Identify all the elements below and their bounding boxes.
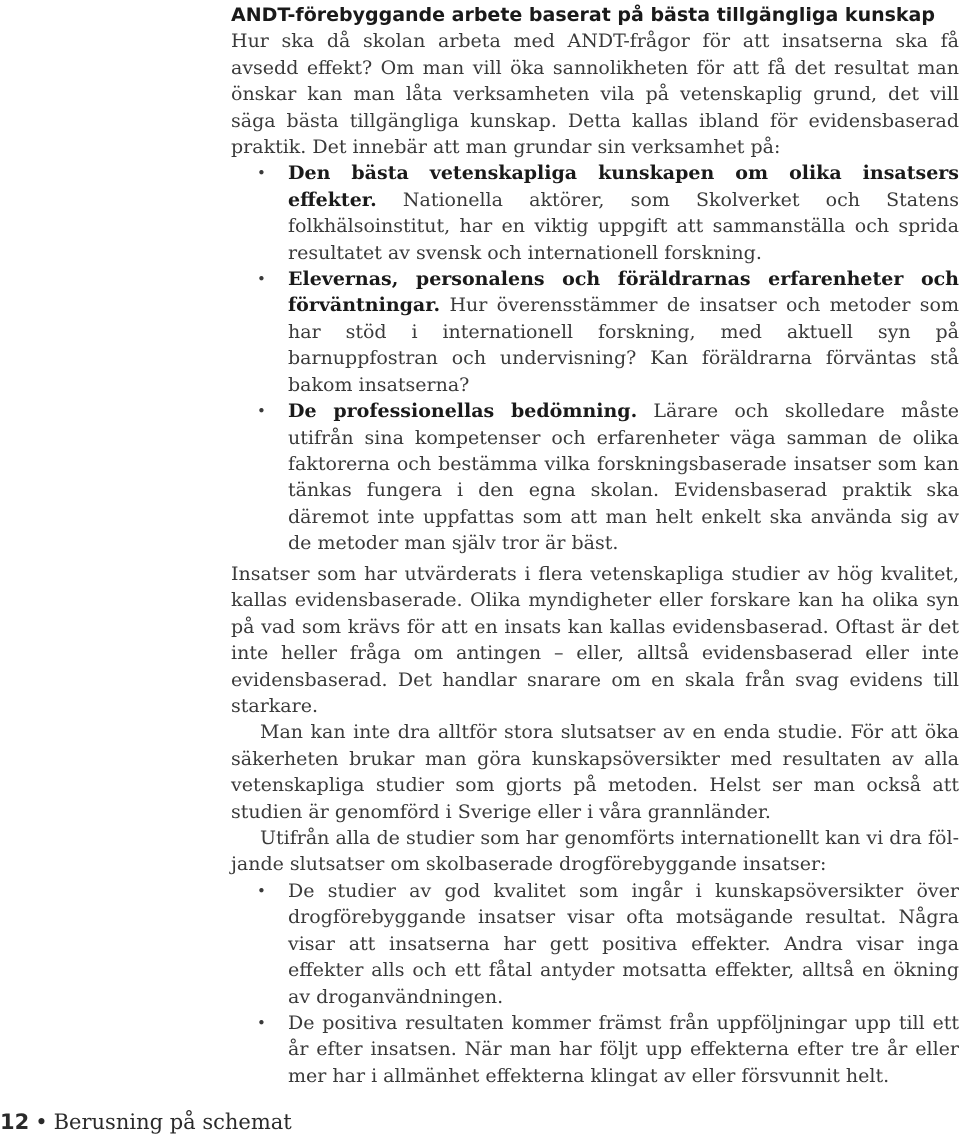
- fact-box: [231, 0, 959, 557]
- fact-box-list-item: [231, 266, 959, 398]
- body-paragraph: Utifrån alla de studier som har genomförts internationellt kan vi dra följande slutsatser om skolbaserade drogförebyggande insatser:: [231, 827, 959, 876]
- fact-box-heading: ANDT-förebyggande arbete baserat på bästa tillgängliga kunskap: [231, 4, 935, 26]
- list-item-lead: De professionellas bedömning.: [288, 400, 638, 423]
- conclusions-list-item: • De studier av god kvalitet som ingår i kunskapsöversikter över drogförebyggande insatser visar ofta motsägande resultat. Några visar att insatserna har gett positiva effekter. Andra visar inga effekter alls och ett fåtal antyder motsatta effekter, alltså en ökning av droganvändningen.: [231, 878, 959, 1010]
- page-number: 12: [0, 1110, 30, 1134]
- fact-box-list-item: [231, 398, 959, 556]
- page-footer: [0, 1108, 292, 1136]
- list-item-text: Nationella aktörer, som Skolverket och Statens folkhälsoinstitut, har en viktig uppgift att sammanställa och sprida resultatet av svensk och internationell forskning.: [288, 188, 959, 264]
- list-item-text: Lärare och skolledare måste utifrån sina kompetenser och erfarenheter väga samman de olika faktorerna och bestämma vilka forskningsbaserade insatser som kan tänkas fungera i den egna skolan. Evidensbaserad praktik ska däremot inte uppfattas som att man helt enkelt ska använda sig av de metoder man själv tror är bäst.: [288, 400, 959, 555]
- publication-title: Berusning på schemat: [53, 1110, 292, 1134]
- conclusions-list-item: • De positiva resultaten kommer främst från uppföljningar upp till ett år efter insatsen. När man har följt upp effekterna efter tre år eller mer har i allmänhet effekterna klingat av eller försvunnit helt.: [231, 1010, 959, 1089]
- body-paragraph: Insatser som har utvärderats i flera vetenskapliga studier av hög kvalitet, kallas evidensbaserade. Olika myndigheter eller forskare kan ha olika syn på vad som krävs för att en insats kan kallas evidensbaserad. Oftast är det inte heller fråga om antingen – eller, alltså evidensbaserad eller inte evidensbaserad. Det handlar snarare om en skala från svag evidens till starkare.: [231, 563, 959, 718]
- footer-separator: •: [35, 1110, 48, 1134]
- body-paragraph: Man kan inte dra alltför stora slutsatser av en enda studie. För att öka säkerheten brukar man göra kunskapsöversikter med resultaten av alla vetenskapliga studier som gjorts på metoden. Helst ser man också att studien är genomförd i Sverige eller i våra grannländer.: [231, 721, 959, 823]
- fact-box-list-item: [231, 160, 959, 266]
- fact-box-list: [231, 160, 959, 556]
- main-text: [231, 561, 959, 1089]
- list-item-text: Hur överensstämmer de insatser och metoder som har stöd i internationell forskning, med aktuell syn på barnuppfostran och undervisning? Kan föräldrarna förväntas stå bakom insatserna?: [288, 294, 959, 396]
- fact-box-intro: Hur ska då skolan arbeta med ANDT-frågor för att insatserna ska få avsedd effekt? Om man vill öka sannolikheten för att få det resultat man önskar kan man låta verksamheten vila på vetenskaplig grund, det vill säga bästa tillgängliga kunskap. Detta kallas ibland för evidensbaserad praktik. Det innebär att man grundar sin verksamhet på:: [231, 30, 959, 159]
- list-item-lead: Elevernas, personalens och föräldrarnas erfarenheter och förväntningar.: [288, 268, 959, 317]
- conclusions-list: [231, 878, 959, 1089]
- list-item-lead: Den bästa vetenskapliga kunskapen om olika insatsers effekter.: [288, 162, 959, 211]
